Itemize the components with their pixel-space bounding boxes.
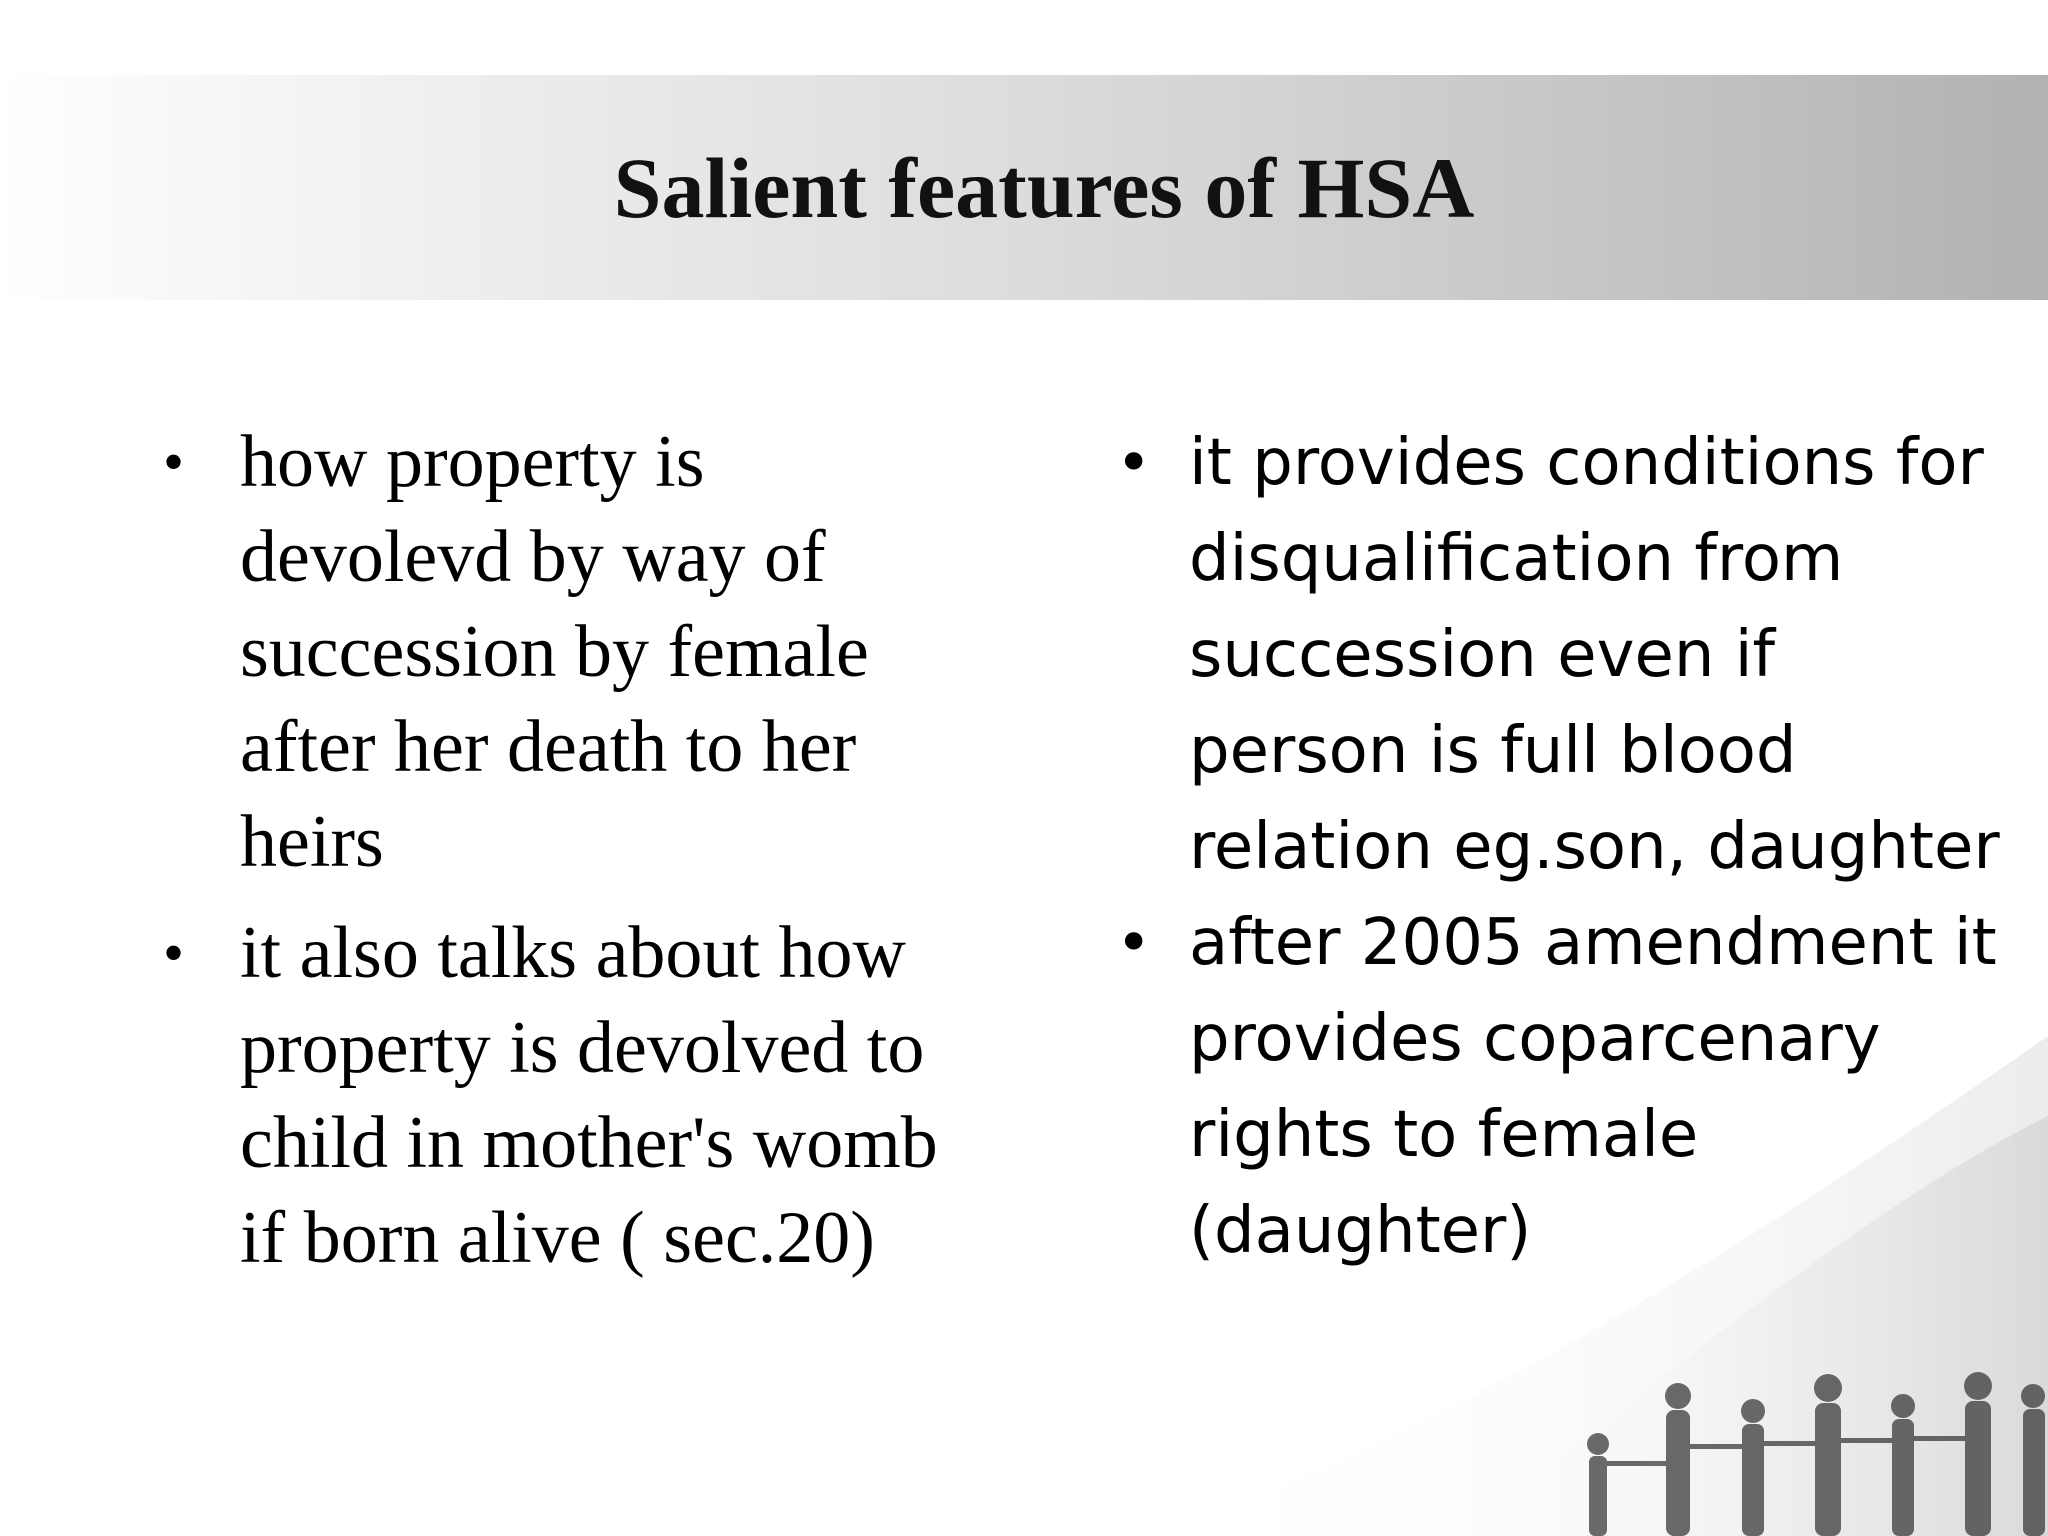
- slide-title: Salient features of HSA: [613, 139, 1475, 236]
- list-item: [1112, 415, 2012, 895]
- list-item: [160, 906, 990, 1286]
- right-bullet-list: [1112, 415, 2012, 1279]
- bullet-glyph: •: [163, 429, 185, 495]
- people-silhouettes-image: [1528, 1326, 2048, 1536]
- list-item: [160, 415, 990, 890]
- bullet-glyph: •: [163, 920, 185, 986]
- bullet-text: it also talks about how property is devolved to child in mother's womb if born alive ( sec.20): [240, 912, 938, 1279]
- left-bullet-list: [160, 415, 990, 1302]
- bullet-text: it provides conditions for disqualification from succession even if person is full blood relation eg.son, daughter: [1189, 426, 2000, 884]
- bullet-text: after 2005 amendment it provides coparcenary rights to female (daughter): [1189, 906, 1997, 1268]
- bullet-text: how property is devolevd by way of succession by female after her death to her heirs: [240, 421, 869, 883]
- list-item: [1112, 895, 2012, 1279]
- bullet-glyph: •: [1116, 908, 1152, 978]
- bullet-glyph: •: [1116, 428, 1152, 498]
